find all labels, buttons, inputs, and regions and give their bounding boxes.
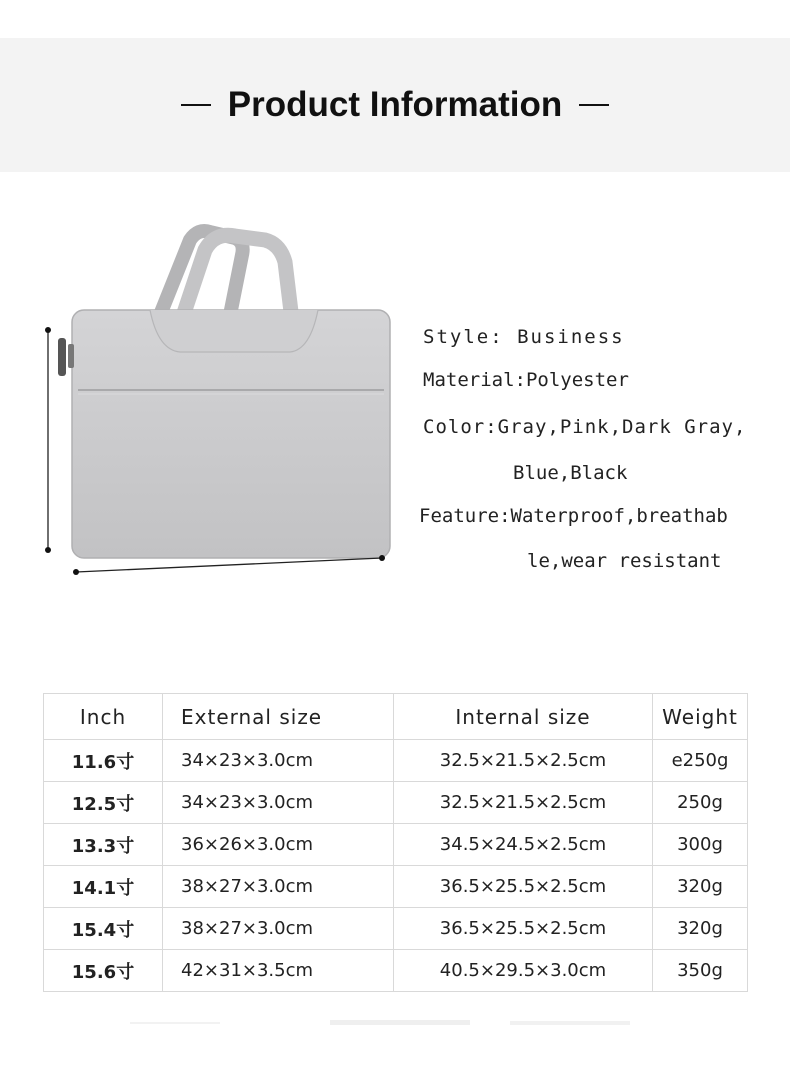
cell-inch: 14.1寸 (44, 866, 163, 908)
table-row (44, 824, 748, 866)
table-header-row (44, 694, 748, 740)
size-table (43, 693, 748, 992)
cell-external: 38×27×3.0cm (163, 866, 394, 908)
table-row (44, 908, 748, 950)
faint-footer-artifact (130, 1016, 650, 1030)
title-dash-right (579, 104, 609, 106)
table-row (44, 866, 748, 908)
cell-weight: 250g (653, 782, 748, 824)
cell-inch: 11.6寸 (44, 740, 163, 782)
header-weight: Weight (653, 694, 748, 740)
cell-inch: 13.3寸 (44, 824, 163, 866)
cell-inch: 12.5寸 (44, 782, 163, 824)
zipper-pull-icon (58, 338, 66, 376)
cell-internal: 36.5×25.5×2.5cm (394, 866, 653, 908)
cell-external: 42×31×3.5cm (163, 950, 394, 992)
page-title-wrap (0, 38, 790, 172)
cell-internal: 34.5×24.5×2.5cm (394, 824, 653, 866)
header-inch: Inch (44, 694, 163, 740)
spec-color-line1: Color:Gray,Pink,Dark Gray, (423, 416, 747, 438)
spec-material: Material:Polyester (423, 369, 629, 391)
header-banner (0, 38, 790, 172)
cell-external: 34×23×3.0cm (163, 740, 394, 782)
table-row (44, 782, 748, 824)
cell-external: 36×26×3.0cm (163, 824, 394, 866)
cell-weight: e250g (653, 740, 748, 782)
spec-feature-line1: Feature:Waterproof,breathab (419, 505, 728, 527)
bag-top-panel (150, 310, 318, 352)
page-title: Product Information (227, 85, 563, 124)
cell-weight: 320g (653, 866, 748, 908)
cell-internal: 40.5×29.5×3.0cm (394, 950, 653, 992)
spec-style: Style: Business (423, 326, 625, 348)
width-dimension-line (76, 558, 382, 572)
header-external-size: External size (163, 694, 394, 740)
spec-color-line2: Blue,Black (513, 462, 628, 484)
cell-internal: 36.5×25.5×2.5cm (394, 908, 653, 950)
cell-weight: 300g (653, 824, 748, 866)
cell-external: 38×27×3.0cm (163, 908, 394, 950)
table-row (44, 950, 748, 992)
title-dash-left (181, 104, 211, 106)
cell-inch: 15.6寸 (44, 950, 163, 992)
cell-inch: 15.4寸 (44, 908, 163, 950)
cell-internal: 32.5×21.5×2.5cm (394, 782, 653, 824)
cell-internal: 32.5×21.5×2.5cm (394, 740, 653, 782)
spec-feature-line2: le,wear resistant (527, 550, 722, 572)
cell-external: 34×23×3.0cm (163, 782, 394, 824)
header-internal-size: Internal size (394, 694, 653, 740)
laptop-bag-image (30, 210, 400, 590)
table-row (44, 740, 748, 782)
cell-weight: 350g (653, 950, 748, 992)
cell-weight: 320g (653, 908, 748, 950)
